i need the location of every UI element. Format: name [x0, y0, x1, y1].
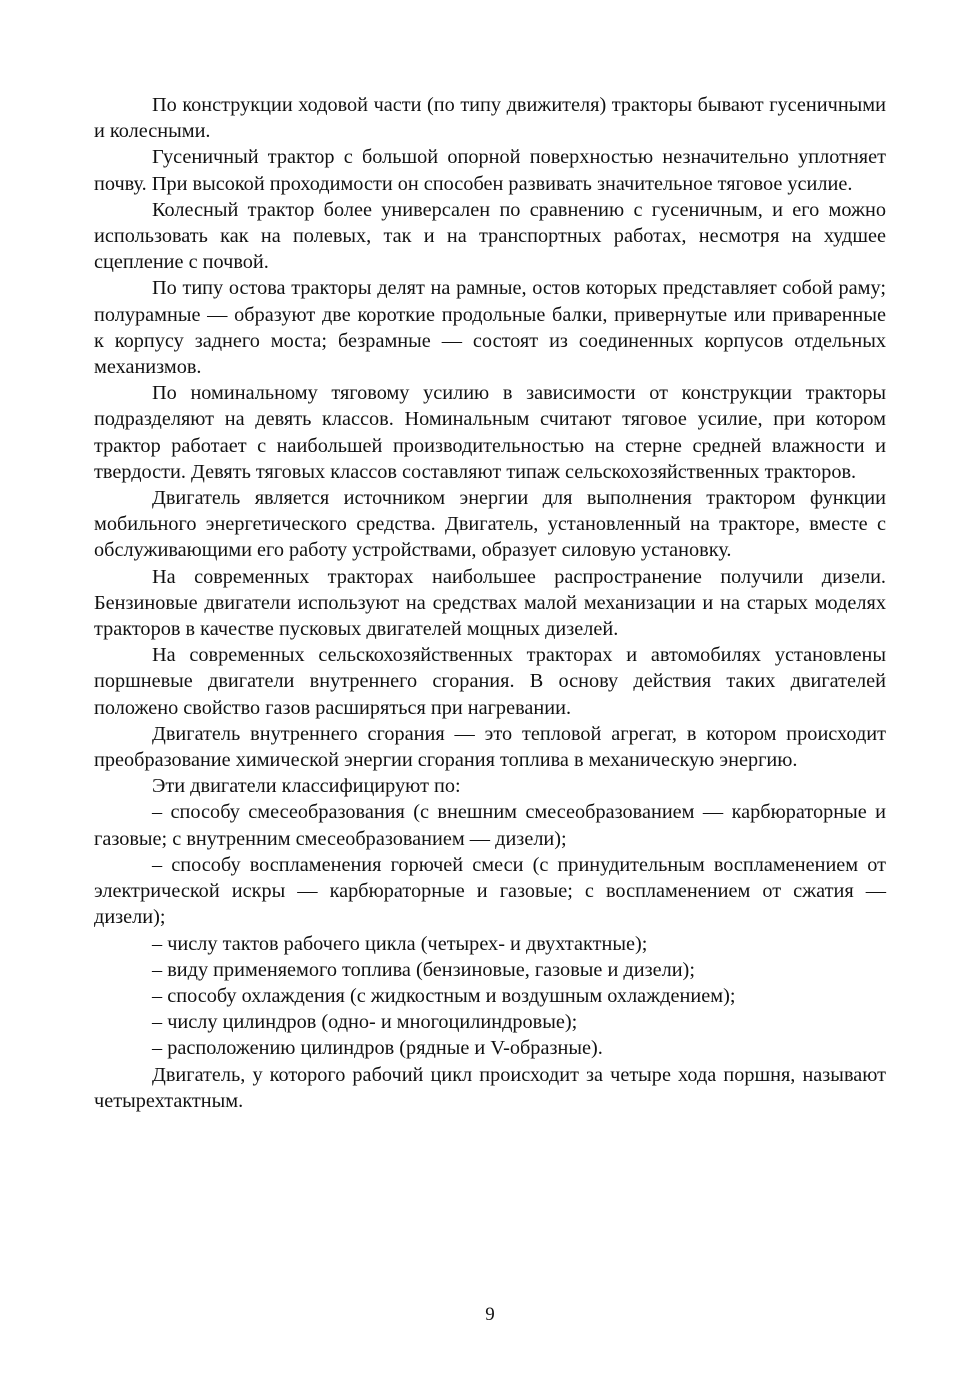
paragraph-engine-role: Двигатель является источником энергии для выполнения трактором функции мобильного энергетического средства. Двигатель, установленный на тракторе, вместе с обслуживающими его работу устройствами, образует силовую установку. [94, 487, 886, 562]
list-item-cylinder-layout: – расположению цилиндров (рядные и V-образные). [152, 1037, 603, 1060]
paragraph-wheeled-tractor: Колесный трактор более универсален по сравнению с гусеничным, и его можно использовать как на полевых, так и на транспортных работах, несмотря на худшее сцепление с почвой. [94, 198, 886, 274]
page-number: 9 [485, 1304, 495, 1325]
paragraph-ice-definition: Двигатель внутреннего сгорания — это тепловой агрегат, в котором происходит преобразование химической энергии сгорания топлива в механическую энергию. [94, 722, 886, 772]
list-item-cylinder-count: – числу цилиндров (одно- и многоцилиндровые); [152, 1011, 578, 1034]
list-item-mixture-formation: – способу смесеобразования (с внешним смесеобразованием — карбюраторные и газовые; с внутренним смесеобразованием — дизели); [94, 801, 886, 850]
paragraph-piston-engines: На современных сельскохозяйственных тракторах и автомобилях установлены поршневые двигатели внутреннего сгорания. В основу действия таких двигателей положено свойство газов расширяться при нагревании. [94, 644, 886, 719]
list-item-cooling-method: – способу охлаждения (с жидкостным и воздушным охлаждением); [152, 984, 736, 1007]
paragraph-drive-type: По конструкции ходовой части (по типу движителя) тракторы бывают гусеничными и колесными. [94, 94, 886, 143]
body-text [94, 92, 886, 1114]
paragraph-four-stroke: Двигатель, у которого рабочий цикл происходит за четыре хода поршня, называют четырехтактным. [94, 1063, 886, 1112]
list-item-stroke-count: – числу тактов рабочего цикла (четырех- и двухтактные); [152, 932, 648, 955]
list-item-ignition-method: – способу воспламенения горючей смеси (с принудительным воспламенением от электрической искры — карбюраторные и газовые; с воспламенением от сжатия — дизели); [94, 853, 886, 929]
paragraph-classification-intro: Эти двигатели классифицируют по: [152, 775, 461, 798]
list-item-fuel-type: – виду применяемого топлива (бензиновые, газовые и дизели); [152, 958, 695, 981]
paragraph-traction-classes: По номинальному тяговому усилию в зависимости от конструкции тракторы подразделяют на девять классов. Номинальным считают тяговое усилие, при котором трактор работает с наибольшей производительностью на стерне средней влажности и твердости. Девять тяговых классов составляют типаж сельскохозяйственных тракторов. [94, 382, 886, 483]
paragraph-frame-type: По типу остова тракторы делят на рамные, остов которых представляет собой раму; полурамные — образуют две короткие продольные балки, привернутые или приваренные к корпусу заднего моста; безрамные — состоят из соединенных корпусов отдельных механизмов. [94, 277, 886, 379]
paragraph-tracked-tractor: Гусеничный трактор с большой опорной поверхностью незначительно уплотняет почву. При высокой проходимости он способен развивать значительное тяговое усилие. [94, 146, 886, 195]
paragraph-diesel-usage: На современных тракторах наибольшее распространение получили дизели. Бензиновые двигатели используют на средствах малой механизации и на старых моделях тракторов в качестве пусковых двигателей мощных дизелей. [94, 565, 886, 641]
